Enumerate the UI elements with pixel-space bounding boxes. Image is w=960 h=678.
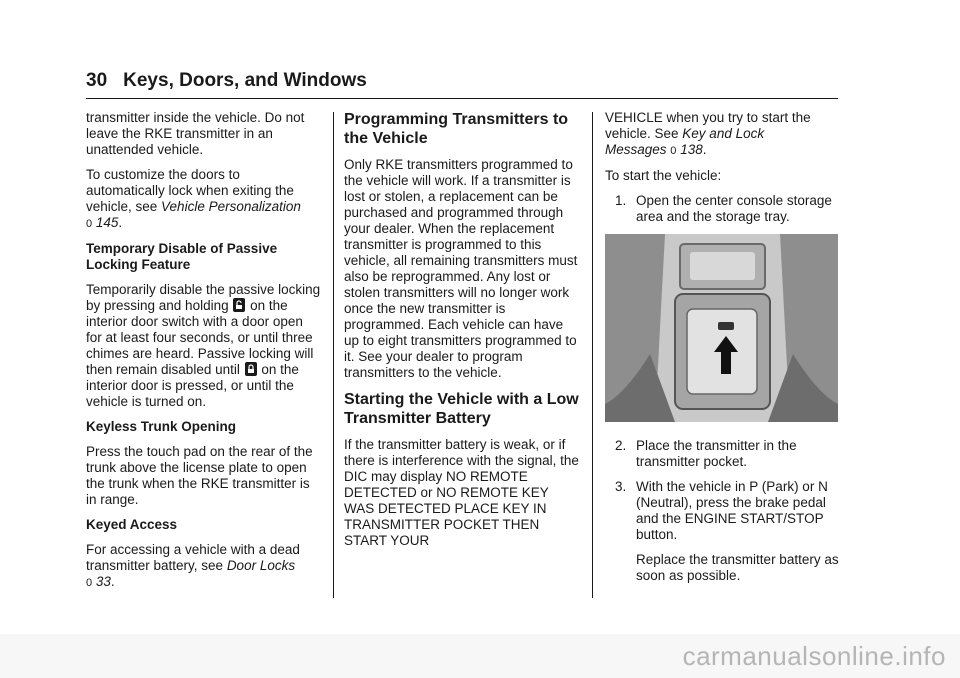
paragraph: For accessing a vehicle with a dead transmitter battery, see Door Locks 0 33.: [86, 542, 300, 589]
console-transmitter-pocket-photo: [605, 234, 838, 422]
paragraph: To start the vehicle:: [605, 168, 722, 183]
column-3: [605, 110, 840, 593]
steps-list: [605, 438, 840, 584]
unlock-button-icon: [233, 298, 245, 312]
cross-reference-link[interactable]: Key and Lock Messages: [605, 126, 765, 157]
paragraph: VEHICLE when you try to start the vehicle. See Key and Lock Messages 0 138.: [605, 110, 811, 157]
paragraph: Press the touch pad on the rear of the trunk above the license plate to open the trunk when the RKE transmitter is in range.: [86, 444, 313, 507]
paragraph: Temporarily disable the passive locking by pressing and holding on the interior door switch with a door open for at least four seconds, or until three chimes are heard. Passive locking will then remain disabled until on the interior door is pressed, or until the vehicle is turned on.: [86, 282, 321, 409]
cross-reference-link[interactable]: Vehicle Personalization: [161, 199, 301, 214]
section-heading: Keyed Access: [86, 517, 178, 532]
paragraph: If the transmitter battery is weak, or if there is interference with the signal, the DIC may display NO REMOTE DETECTED or NO REMOTE KEY WAS DETECTED PLACE KEY IN TRANSMITTER POCKET THEN START YOUR: [344, 437, 579, 548]
section-heading: Starting the Vehicle with a Low Transmitter Battery: [344, 391, 579, 427]
section-heading: Temporary Disable of Passive Locking Feature: [86, 241, 278, 272]
step-note: Replace the transmitter battery as soon as possible.: [636, 552, 839, 583]
paragraph: transmitter inside the vehicle. Do not leave the RKE transmitter in an unattended vehicle.: [86, 110, 305, 157]
page-header: [86, 70, 838, 92]
page-reference[interactable]: 145: [95, 215, 119, 230]
column-divider: [333, 112, 334, 598]
section-heading: Keyless Trunk Opening: [86, 419, 237, 434]
page-ref-arrow-icon: 0: [86, 218, 93, 230]
watermark: carmanualsonline.info: [682, 641, 946, 671]
section-heading: Programming Transmitters to the Vehicle: [344, 111, 569, 147]
list-item: 2. Place the transmitter in the transmitter pocket.: [615, 438, 797, 469]
page-title: Keys, Doors, and Windows: [123, 70, 367, 91]
column-2: [344, 110, 579, 558]
cross-reference-link[interactable]: Door Locks: [226, 558, 296, 573]
column-1: [86, 110, 321, 600]
lock-button-icon: [245, 362, 257, 376]
page-number: 30: [86, 70, 108, 91]
column-divider: [592, 112, 593, 598]
list-item: 1. Open the center console storage area and the storage tray.: [615, 193, 832, 224]
header-rule: [86, 98, 838, 99]
list-item: 3. With the vehicle in P (Park) or N (Neutral), press the brake pedal and the ENGINE START/STOP button. Replace the transmitter battery as soon as possible.: [615, 479, 839, 583]
page-ref-arrow-icon: 0: [670, 145, 677, 157]
paragraph: Only RKE transmitters programmed to the vehicle will work. If a transmitter is lost or stolen, a replacement can be purchased and programmed through your dealer. When the replacement transmitter is programmed to this vehicle, all remaining transmitters must also be reprogrammed. Any lost or stolen transmitters will no longer work once the new transmitter is programmed. Each vehicle can have up to eight transmitters programmed to it. See your dealer to program transmitters to the vehicle.: [344, 157, 578, 380]
steps-list: [605, 193, 840, 225]
footer: [0, 634, 960, 678]
page-ref-arrow-icon: 0: [86, 577, 93, 589]
paragraph: To customize the doors to automatically lock when exiting the vehicle, see Vehicle Personalization 0 145.: [86, 167, 301, 230]
page-reference[interactable]: 138: [680, 142, 703, 157]
page-reference[interactable]: 33: [95, 574, 111, 589]
